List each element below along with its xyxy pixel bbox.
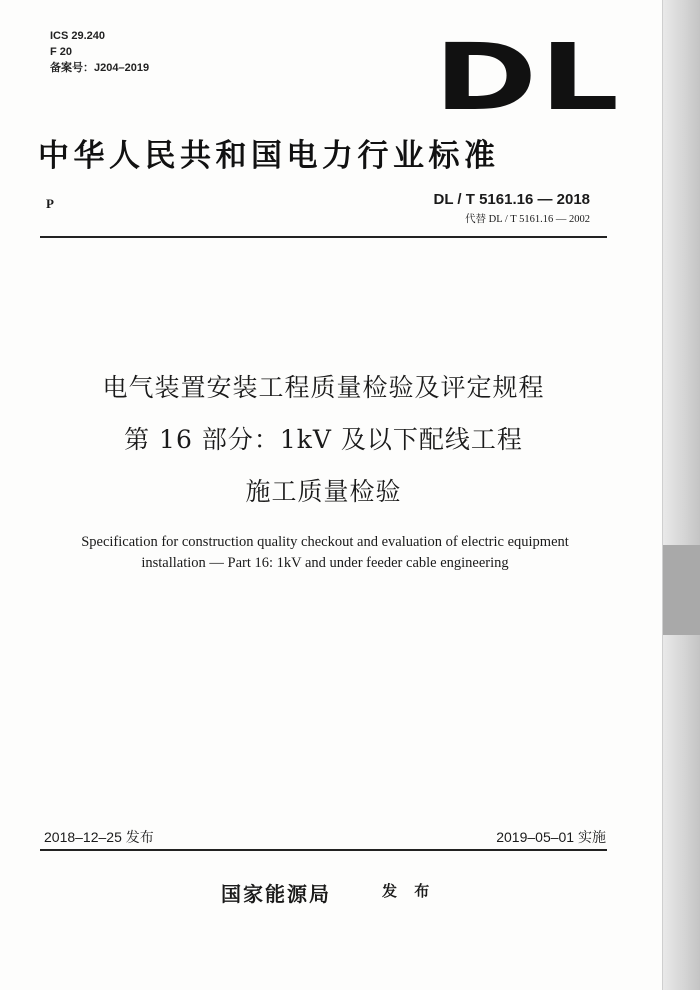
title-zh-line1: 电气装置安装工程质量检验及评定规程 [102,373,545,402]
title-zh-line3: 施工质量检验 [245,477,402,506]
standard-number: DL / T 5161.16 — 2018 [433,191,590,208]
implementation-date: 2019–05–01 实施 [496,829,606,845]
dl-logo: DL [434,24,622,131]
standard-type-title: 中华人民共和国电力行业标准 [38,138,500,174]
publish-label: 发 布 [382,882,436,900]
title-zh-line2: 第 16 部分：1kV 及以下配线工程 [124,425,523,454]
title-en-line2: installation — Part 16: 1kV and under feeder cable engineering [141,555,509,571]
title-en [30,532,620,574]
classification-block [50,28,149,76]
footer-divider [40,849,607,851]
scan-shadow [663,0,700,990]
title-en-line1: Specification for construction quality checkout and evaluation of electric equipment [81,534,569,550]
ics-code: ICS 29.240 [50,30,106,42]
replaces-standard: 代替 DL / T 5161.16 — 2002 [465,214,590,225]
header-divider [40,236,607,238]
record-number: 备案号：J204–2019 [50,62,150,74]
scan-shadow-spot [663,545,700,635]
issue-date: 2018–12–25 发布 [44,829,154,845]
ccs-code: F 20 [50,46,73,58]
publisher-name: 国家能源局 [221,882,331,906]
category-letter: P [46,196,54,211]
